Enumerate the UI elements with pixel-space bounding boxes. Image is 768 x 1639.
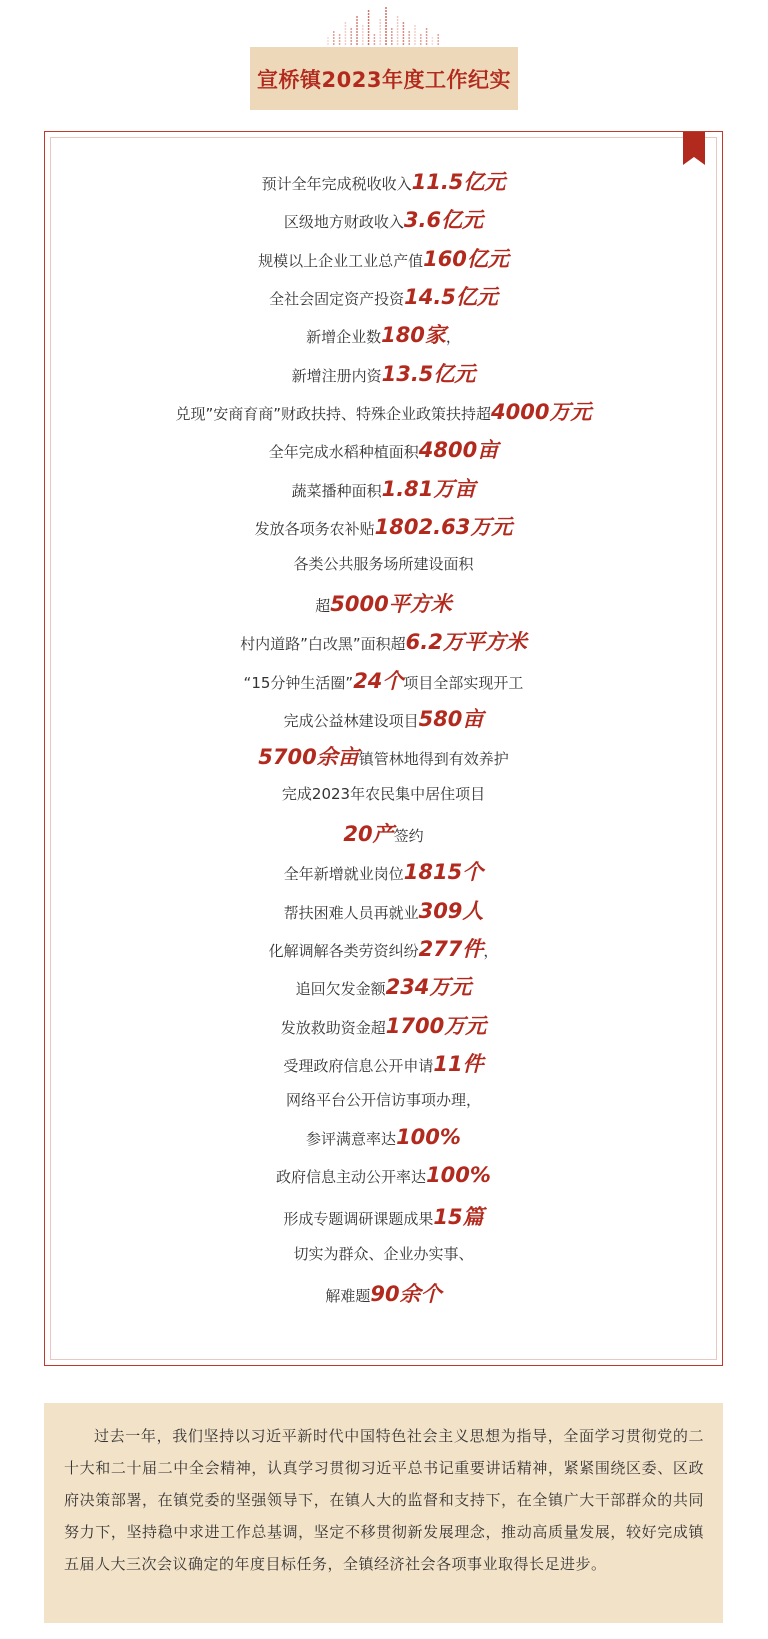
achievement-suffix: 项目全部实现开工 — [403, 674, 524, 692]
achievement-line — [44, 665, 723, 695]
achievement-text: “15分钟生活圈” — [243, 674, 354, 692]
achievement-line — [44, 741, 723, 771]
achievement-text: 参评满意率达 — [306, 1130, 397, 1148]
achievement-line — [44, 166, 723, 196]
achievement-line — [44, 1010, 723, 1040]
achievement-text: 完成2023年农民集中居住项目 — [281, 785, 486, 803]
achievement-value: 20产 — [343, 822, 394, 846]
achievement-value: 309人 — [418, 899, 484, 923]
achievement-text: 超 — [315, 597, 331, 615]
achievement-line — [44, 1163, 723, 1187]
achievement-value: 24个 — [353, 669, 404, 693]
achievement-line — [44, 626, 723, 656]
achievement-suffix: 镇管林地得到有效养护 — [358, 750, 509, 768]
achievement-value: 580亩 — [418, 707, 484, 731]
bookmark-ribbon-icon — [683, 132, 705, 165]
achievement-value: 6.2万平方米 — [405, 630, 527, 654]
summary-paragraph: 过去一年，我们坚持以习近平新时代中国特色社会主义思想为指导，全面学习贯彻党的二十大和二十届二中全会精神，认真学习贯彻习近平总书记重要讲话精神，紧紧围绕区委、区政府决策部署，在镇党委的坚强领导下，在镇人大的监督和支持下，在全镇广大干部群众的共同努力下，坚持稳中求进工作总基调，坚定不移贯彻新发展理念，推动高质量发展，较好完成镇五届人大三次会议确定的年度目标任务，全镇经济社会各项事业取得长足进步。 — [64, 1427, 704, 1573]
achievement-value: 5000平方米 — [330, 592, 452, 616]
achievement-text: 形成专题调研课题成果 — [283, 1210, 434, 1228]
achievement-suffix: ， — [483, 942, 499, 960]
achievement-value: 234万元 — [385, 975, 472, 999]
achievement-text: 兑现”安商育商”财政扶持、特殊企业政策扶持超 — [175, 405, 492, 423]
achievement-value: 90余个 — [370, 1282, 442, 1306]
achievement-line — [44, 703, 723, 733]
page-title: 宣桥镇2023年度工作纪实 — [257, 67, 511, 92]
achievement-value: 1.81万亩 — [381, 477, 476, 501]
achievement-suffix: ， — [445, 328, 461, 346]
achievement-line — [44, 1048, 723, 1078]
achievement-text: 全年新增就业岗位 — [283, 865, 404, 883]
achievement-line — [44, 1086, 723, 1110]
achievement-line — [44, 933, 723, 963]
achievement-value: 180家 — [381, 323, 446, 347]
achievement-line — [44, 1201, 723, 1231]
achievement-text: 切实为群众、企业办实事、 — [293, 1245, 474, 1263]
title-banner — [250, 47, 518, 110]
achievement-line — [44, 511, 723, 541]
achievement-line — [44, 588, 723, 618]
achievement-text: 全社会固定资产投资 — [269, 290, 405, 308]
achievement-text: 全年完成水稻种植面积 — [268, 443, 419, 461]
achievement-line — [44, 1125, 723, 1149]
achievement-value: 4000万元 — [491, 400, 592, 424]
achievement-value: 100% — [426, 1163, 491, 1187]
achievement-text: 发放各项务农补贴 — [254, 520, 375, 538]
achievement-text: 新增企业数 — [306, 328, 382, 346]
achievement-value: 15篇 — [433, 1205, 484, 1229]
achievement-line — [44, 473, 723, 503]
achievement-text: 化解调解各类劳资纠纷 — [268, 942, 419, 960]
achievement-line — [44, 780, 723, 804]
achievement-value: 160亿元 — [423, 247, 509, 271]
achievement-text: 各类公共服务场所建设面积 — [293, 555, 474, 573]
achievement-line — [44, 818, 723, 848]
achievement-value: 5700余亩 — [258, 745, 359, 769]
achievement-line — [44, 243, 723, 273]
achievement-text: 解难题 — [325, 1287, 371, 1305]
achievement-value: 1700万元 — [385, 1014, 487, 1038]
achievement-text: 发放救助资金超 — [280, 1019, 386, 1037]
achievement-suffix: 签约 — [393, 827, 424, 845]
achievement-text: 村内道路”白改黑”面积超 — [240, 635, 406, 653]
achievement-line — [44, 319, 723, 349]
achievement-line — [44, 550, 723, 574]
skyline-dots-icon — [324, 4, 444, 46]
achievement-value: 3.6亿元 — [403, 208, 484, 232]
achievement-text: 新增注册内资 — [291, 367, 382, 385]
achievement-line — [44, 971, 723, 1001]
achievement-value: 4800亩 — [418, 438, 499, 462]
achievement-value: 11件 — [433, 1052, 484, 1076]
achievement-line — [44, 1278, 723, 1308]
achievement-text: 受理政府信息公开申请 — [283, 1057, 434, 1075]
achievement-value: 100% — [396, 1125, 461, 1149]
achievement-line — [44, 434, 723, 464]
achievement-line — [44, 204, 723, 234]
achievement-text: 帮扶困难人员再就业 — [283, 904, 419, 922]
achievement-text: 网络平台公开信访事项办理， — [285, 1091, 481, 1109]
achievement-line — [44, 396, 723, 426]
achievement-value: 277件 — [418, 937, 484, 961]
achievement-text: 蔬菜播种面积 — [291, 482, 382, 500]
achievement-line — [44, 1240, 723, 1264]
achievement-text: 预计全年完成税收收入 — [261, 175, 412, 193]
achievement-value: 14.5亿元 — [404, 285, 498, 309]
achievement-text: 追回欠发金额 — [295, 980, 386, 998]
achievement-text: 完成公益林建设项目 — [283, 712, 419, 730]
achievement-value: 1815个 — [403, 860, 484, 884]
achievement-value: 1802.63万元 — [374, 515, 513, 539]
achievement-line — [44, 281, 723, 311]
achievement-line — [44, 895, 723, 925]
achievement-value: 13.5亿元 — [381, 362, 476, 386]
achievement-text: 区级地方财政收入 — [283, 213, 404, 231]
achievement-line — [44, 358, 723, 388]
achievement-text: 政府信息主动公开率达 — [276, 1168, 427, 1186]
achievement-line — [44, 856, 723, 886]
achievement-text: 规模以上企业工业总产值 — [258, 252, 424, 270]
achievement-value: 11.5亿元 — [411, 170, 506, 194]
